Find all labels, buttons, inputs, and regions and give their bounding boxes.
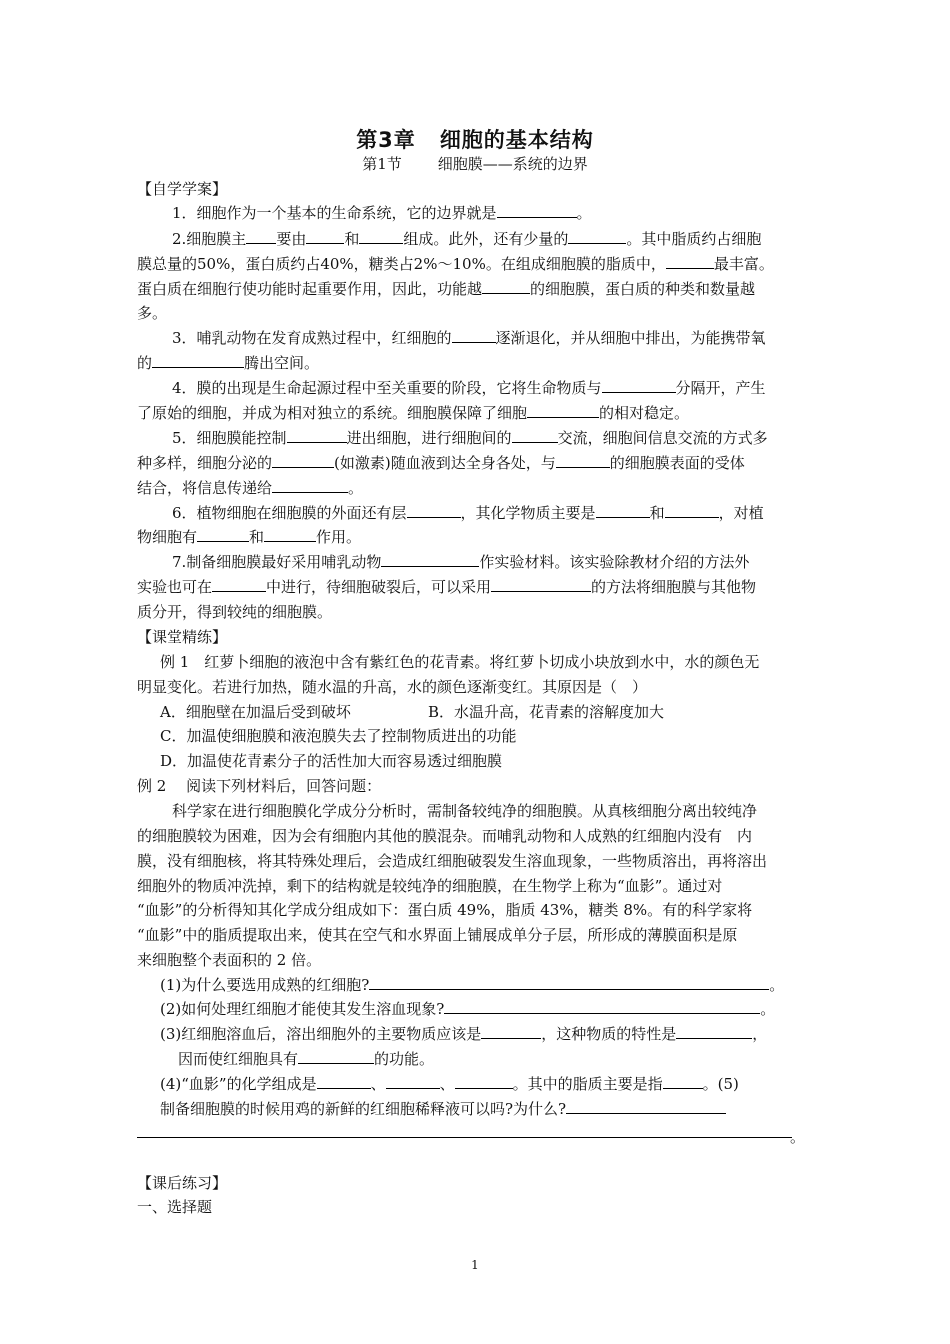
sub-question-4: (4)“血影”的化学组成是 、 、 。其中的脂质主要是指 。(5) <box>160 1075 739 1093</box>
passage-line-1: 科学家在进行细胞膜化学成分分析时，需制备较纯净的细胞膜。从真核细胞分离出较纯净 <box>172 802 758 820</box>
option-d: D．加温使花青素分子的活性加大而容易透过细胞膜 <box>160 752 503 770</box>
question-2-line-4: 多。 <box>137 304 168 322</box>
section-title: 细胞膜——系统的边界 <box>437 155 588 173</box>
question-7-line-2: 实验也可在 中进行，待细胞破裂后，可以采用 的方法将细胞膜与其他物 <box>137 578 757 596</box>
question-6-line-1: 6．植物细胞在细胞膜的外面还有层 ，其化学物质主要是 和 ，对植 <box>172 504 764 522</box>
sub-question-1: (1)为什么要选用成熟的红细胞? 。 <box>160 976 785 994</box>
passage-line-7: 来细胞整个表面积的 2 倍。 <box>137 951 322 969</box>
example-2-heading: 例 2 阅读下列材料后，回答问题： <box>137 777 382 795</box>
section-number: 第1节 <box>362 155 402 173</box>
multiple-choice-heading: 一、选择题 <box>137 1198 213 1216</box>
page-number: 1 <box>471 1258 479 1272</box>
question-1: 1．细胞作为一个基本的生命系统，它的边界就是 。 <box>172 204 592 222</box>
example-1-line-2: 明显变化。若进行加热，随水温的升高，水的颜色逐渐变红。其原因是（ ） <box>137 678 648 696</box>
section-heading <box>0 153 950 174</box>
question-2-line-2: 膜总量的50%，蛋白质约占40%，糖类占2%～10%。在组成细胞膜的脂质中， 最丰富。 <box>137 255 774 273</box>
passage-line-2: 的细胞膜较为困难，因为会有细胞内其他的膜混杂。而哺乳动物和人成熟的红细胞内没有 内 <box>137 827 753 845</box>
passage-line-6: “血影”中的脂质提取出来，使其在空气和水界面上铺展成单分子层，所形成的薄膜面积是原 <box>137 926 738 944</box>
sub-question-2: (2)如何处理红细胞才能使其发生溶血现象? 。 <box>160 1000 776 1018</box>
class-practice-heading: 【课堂精练】 <box>137 628 228 646</box>
sub-question-3-line-1: (3)红细胞溶血后，溶出细胞外的主要物质应该是 ，这种物质的特性是 ， <box>160 1025 768 1043</box>
sub-question-3-line-2: 因而使红细胞具有 的功能。 <box>178 1050 435 1068</box>
chapter-heading <box>0 124 950 154</box>
question-2-line-3: 蛋白质在细胞行使功能时起重要作用，因此，功能越 的细胞膜，蛋白质的种类和数量越 <box>137 280 756 298</box>
chapter-number: 第3章 <box>356 128 416 152</box>
option-a: A．细胞壁在加温后受到破坏 <box>160 703 351 721</box>
passage-line-3: 膜，没有细胞核，将其特殊处理后，会造成红细胞破裂发生溶血现象，一些物质溶出，再将溶出 <box>137 852 768 870</box>
self-study-heading: 【自学学案】 <box>137 180 228 198</box>
question-3-line-2: 的 腾出空间。 <box>137 354 320 372</box>
question-5-line-3: 结合，将信息传递给 。 <box>137 479 364 497</box>
passage-line-5: “血影”的分析得知其化学成分组成如下：蛋白质 49%，脂质 43%，糖类 8%。有的科学家将 <box>137 901 753 919</box>
option-c: C．加温使细胞膜和液泡膜失去了控制物质进出的功能 <box>160 727 517 745</box>
question-2-line-1: 2.细胞膜主 要由 和 组成。此外，还有少量的 。其中脂质约占细胞 <box>172 230 762 248</box>
question-5-line-2: 种多样，细胞分泌的 (如激素)随血液到达全身各处，与 的细胞膜表面的受体 <box>137 454 745 472</box>
option-b: B．水温升高，花青素的溶解度加大 <box>428 703 665 721</box>
question-5-line-1: 5．细胞膜能控制 进出细胞，进行细胞间的 交流，细胞间信息交流的方式多 <box>172 429 768 447</box>
question-6-line-2: 物细胞有 和 作用。 <box>137 528 362 546</box>
question-4-line-2: 了原始的细胞，并成为相对独立的系统。细胞膜保障了细胞 的相对稳定。 <box>137 404 690 422</box>
passage-line-4: 细胞外的物质冲洗掉，剩下的结构就是较纯净的细胞膜，在生物学上称为“血影”。通过对 <box>137 877 723 895</box>
answer-line <box>137 1137 792 1138</box>
after-class-heading: 【课后练习】 <box>137 1174 228 1192</box>
question-7-line-3: 质分开，得到较纯的细胞膜。 <box>137 603 333 621</box>
answer-line-period: 。 <box>790 1128 806 1146</box>
chapter-title: 细胞的基本结构 <box>439 128 594 152</box>
question-7-line-1: 7.制备细胞膜最好采用哺乳动物 作实验材料。该实验除教材介绍的方法外 <box>172 553 750 571</box>
options-a-b <box>160 701 850 723</box>
example-1-line-1: 例 1 红萝卜细胞的液泡中含有紫红色的花青素。将红萝卜切成小块放到水中，水的颜色无 <box>160 653 760 671</box>
question-4-line-1: 4．膜的出现是生命起源过程中至关重要的阶段，它将生命物质与 分隔开，产生 <box>172 379 766 397</box>
sub-question-5: 制备细胞膜的时候用鸡的新鲜的红细胞稀释液可以吗?为什么? <box>160 1098 850 1120</box>
question-3-line-1: 3．哺乳动物在发育成熟过程中，红细胞的 逐渐退化，并从细胞中排出，为能携带氧 <box>172 329 766 347</box>
